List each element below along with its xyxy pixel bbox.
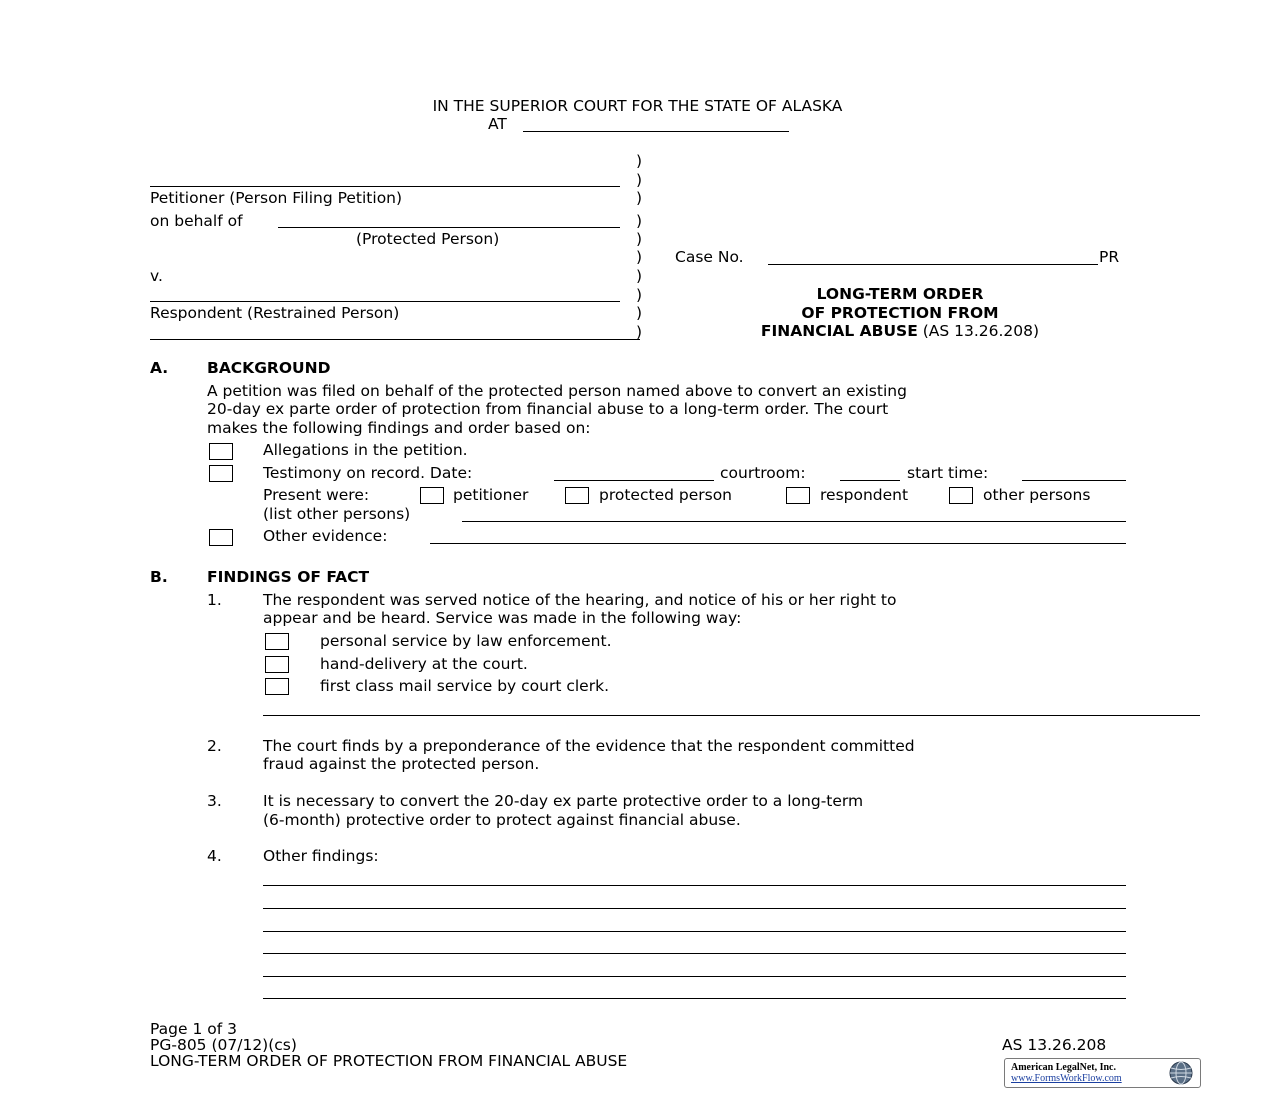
at-label: AT xyxy=(488,115,507,133)
badge-url[interactable]: www.FormsWorkFlow.com xyxy=(1011,1073,1122,1084)
other-findings-line[interactable] xyxy=(263,976,1126,977)
section-b-letter: B. xyxy=(150,568,168,586)
petitioner-label: Petitioner (Person Filing Petition) xyxy=(150,189,403,207)
hand-delivery-label: hand-delivery at the court. xyxy=(320,655,528,673)
other-findings-line[interactable] xyxy=(263,953,1126,954)
order-title-line3 xyxy=(650,322,1150,341)
finding-text: The court finds by a preponderance of the evidence that the respondent committed xyxy=(263,737,915,755)
courtroom-label: courtroom: xyxy=(720,464,806,482)
statute-reference: AS 13.26.208 xyxy=(1002,1036,1107,1054)
other-evidence-checkbox[interactable] xyxy=(209,529,233,546)
finding-text: appear and be heard. Service was made in the following way: xyxy=(263,609,742,627)
other-evidence-label: Other evidence: xyxy=(263,527,388,545)
section-a-intro: 20-day ex parte order of protection from financial abuse to a long-term order. The court xyxy=(207,400,889,418)
petitioner-name-field[interactable] xyxy=(150,186,620,187)
caption-paren: ) xyxy=(636,171,643,189)
present-protected-person-label: protected person xyxy=(599,486,732,504)
form-title: LONG-TERM ORDER OF PROTECTION FROM FINANCIAL ABUSE xyxy=(150,1052,628,1070)
location-field[interactable] xyxy=(523,131,789,132)
start-time-label: start time: xyxy=(907,464,989,482)
page-number: Page 1 of 3 xyxy=(150,1020,237,1038)
allegations-checkbox[interactable] xyxy=(209,443,233,460)
form-number: PG-805 (07/12)(cs) xyxy=(150,1036,297,1054)
service-rule xyxy=(263,715,1200,716)
testimony-label: Testimony on record. Date: xyxy=(263,464,473,482)
finding-text: The respondent was served notice of the hearing, and notice of his or her right to xyxy=(263,591,897,609)
section-a-intro: makes the following findings and order based on: xyxy=(207,419,591,437)
start-time-field[interactable] xyxy=(1022,480,1126,481)
list-other-persons-label: (list other persons) xyxy=(263,505,411,523)
other-findings-line[interactable] xyxy=(263,908,1126,909)
caption-bottom-rule xyxy=(150,339,640,340)
case-suffix: PR xyxy=(1099,248,1120,266)
finding-text: Other findings: xyxy=(263,847,379,865)
other-findings-line[interactable] xyxy=(263,931,1126,932)
badge-company: American LegalNet, Inc. xyxy=(1011,1062,1116,1073)
protected-person-label: (Protected Person) xyxy=(356,230,500,248)
other-findings-line[interactable] xyxy=(263,885,1126,886)
order-title-bold: FINANCIAL ABUSE xyxy=(760,322,918,340)
finding-text: (6-month) protective order to protect against financial abuse. xyxy=(263,811,741,829)
court-heading: IN THE SUPERIOR COURT FOR THE STATE OF ALASKA xyxy=(432,97,843,115)
present-protected-person-checkbox[interactable] xyxy=(565,487,589,504)
order-title-citation: (AS 13.26.208) xyxy=(922,322,1040,340)
order-title-line1: LONG-TERM ORDER xyxy=(816,285,984,303)
mail-service-checkbox[interactable] xyxy=(265,678,289,695)
caption-paren: ) xyxy=(636,152,643,170)
hand-delivery-checkbox[interactable] xyxy=(265,656,289,673)
section-a-heading: BACKGROUND xyxy=(207,359,331,377)
present-other-persons-label: other persons xyxy=(983,486,1091,504)
other-persons-field[interactable] xyxy=(462,521,1126,522)
caption-paren: ) xyxy=(636,267,643,285)
finding-text: It is necessary to convert the 20-day ex parte protective order to a long-term xyxy=(263,792,864,810)
finding-number: 4. xyxy=(207,847,222,865)
caption-paren: ) xyxy=(636,230,643,248)
present-were-label: Present were: xyxy=(263,486,370,504)
caption-paren: ) xyxy=(636,212,643,230)
caption-paren: ) xyxy=(636,189,643,207)
section-a-letter: A. xyxy=(150,359,169,377)
personal-service-checkbox[interactable] xyxy=(265,633,289,650)
caption-paren: ) xyxy=(636,304,643,322)
personal-service-label: personal service by law enforcement. xyxy=(320,632,612,650)
versus-label: v. xyxy=(150,267,163,285)
on-behalf-label: on behalf of xyxy=(150,212,243,230)
testimony-checkbox[interactable] xyxy=(209,465,233,482)
section-b-heading: FINDINGS OF FACT xyxy=(207,568,370,586)
finding-number: 3. xyxy=(207,792,222,810)
forms-workflow-badge[interactable] xyxy=(1004,1058,1201,1088)
case-no-label: Case No. xyxy=(675,248,744,266)
mail-service-label: first class mail service by court clerk. xyxy=(320,677,609,695)
caption-paren: ) xyxy=(636,248,643,266)
case-no-field[interactable] xyxy=(768,264,1098,265)
present-respondent-checkbox[interactable] xyxy=(786,487,810,504)
caption-paren: ) xyxy=(636,286,643,304)
globe-icon xyxy=(1167,1060,1195,1086)
other-evidence-field[interactable] xyxy=(430,543,1126,544)
other-findings-line[interactable] xyxy=(263,998,1126,999)
present-respondent-label: respondent xyxy=(820,486,909,504)
finding-text: fraud against the protected person. xyxy=(263,755,540,773)
respondent-label: Respondent (Restrained Person) xyxy=(150,304,400,322)
testimony-date-field[interactable] xyxy=(554,480,714,481)
protected-person-field[interactable] xyxy=(278,227,620,228)
present-petitioner-checkbox[interactable] xyxy=(420,487,444,504)
finding-number: 1. xyxy=(207,591,222,609)
section-a-intro: A petition was filed on behalf of the protected person named above to convert an existing xyxy=(207,382,907,400)
order-title-line2: OF PROTECTION FROM xyxy=(801,304,999,322)
courtroom-field[interactable] xyxy=(840,480,900,481)
finding-number: 2. xyxy=(207,737,222,755)
present-petitioner-label: petitioner xyxy=(453,486,529,504)
caption-paren: ) xyxy=(636,323,643,341)
allegations-label: Allegations in the petition. xyxy=(263,441,468,459)
respondent-name-field[interactable] xyxy=(150,301,620,302)
present-other-persons-checkbox[interactable] xyxy=(949,487,973,504)
